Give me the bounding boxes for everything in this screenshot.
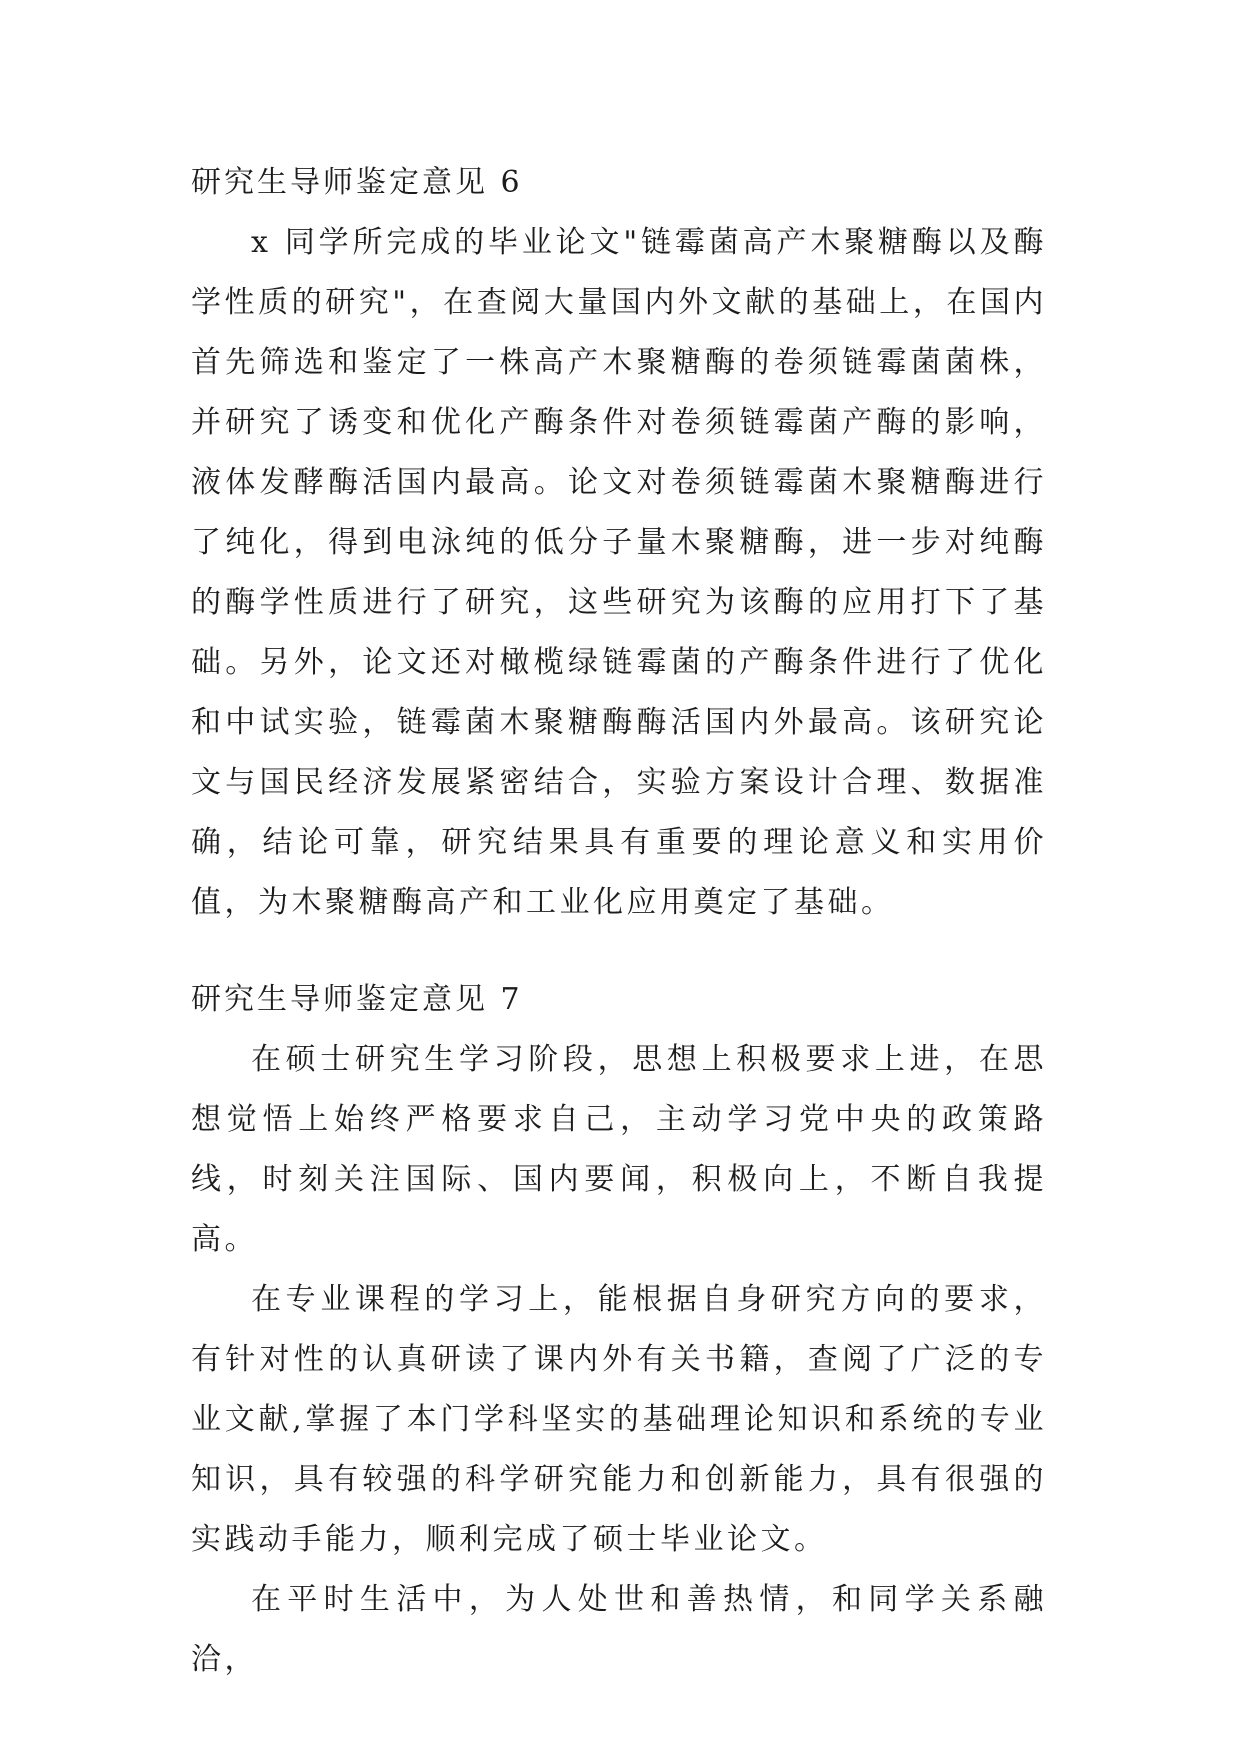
section-heading-6: 研究生导师鉴定意见 6: [191, 165, 523, 200]
paragraph: 在平时生活中，为人处世和善热情，和同学关系融洽，: [191, 1582, 1047, 1677]
section-heading-7: 研究生导师鉴定意见 7: [191, 982, 523, 1017]
paragraph: x 同学所完成的毕业论文"链霉菌高产木聚糖酶以及酶学性质的研究"，在查阅大量国内外文献的基础上，在国内首先筛选和鉴定了一株高产木聚糖酶的卷须链霉菌菌株，并研究了诱变和优化产酶条件对卷须链霉菌产酶的影响，液体发酵酶活国内最高。论文对卷须链霉菌木聚糖酶进行了纯化，得到电泳纯的低分子量木聚糖酶，进一步对纯酶的酶学性质进行了研究，这些研究为该酶的应用打下了基础。另外，论文还对橄榄绿链霉菌的产酶条件进行了优化和中试实验，链霉菌木聚糖酶酶活国内外最高。该研究论文与国民经济发展紧密结合，实验方案设计合理、数据准确，结论可靠，研究结果具有重要的理论意义和实用价值，为木聚糖酶高产和工业化应用奠定了基础。: [191, 225, 1047, 920]
section-body-6: [191, 213, 1047, 933]
paragraph: 在专业课程的学习上，能根据自身研究方向的要求，有针对性的认真研读了课内外有关书籍，查阅了广泛的专业文献,掌握了本门学科坚实的基础理论知识和系统的专业知识，具有较强的科学研究能力和创新能力，具有很强的实践动手能力，顺利完成了硕士毕业论文。: [191, 1282, 1047, 1557]
section-body-7: [191, 1030, 1047, 1690]
paragraph: 在硕士研究生学习阶段，思想上积极要求上进，在思想觉悟上始终严格要求自己，主动学习党中央的政策路线，时刻关注国际、国内要闻，积极向上，不断自我提高。: [191, 1042, 1047, 1257]
